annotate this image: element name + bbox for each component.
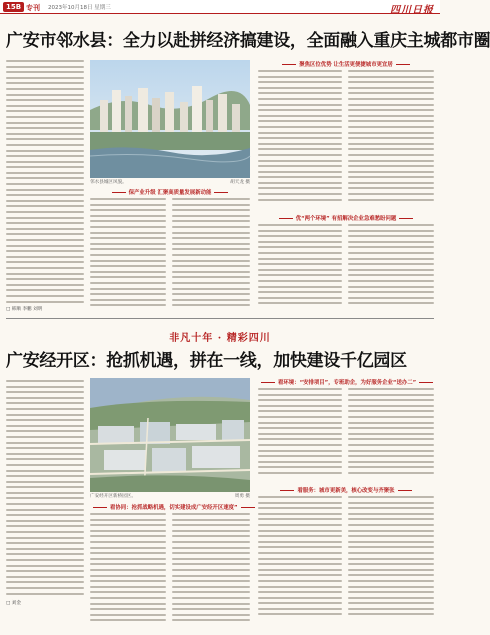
- article2-column-mid-b: [172, 513, 250, 625]
- issue-date: 2023年10月18日 星期三: [48, 5, 111, 11]
- article2-subhead-2: 看协同：抢抓战略机遇，切实建设成广安经开区速度”: [90, 503, 250, 511]
- article2-subhead-3: 看服务：城市更新美，核心改变与齐聚张: [258, 486, 434, 494]
- article2-column-right-b: [348, 388, 434, 480]
- article1-byline: □ 韩顺 李鹏 刘明: [6, 307, 43, 312]
- article2-photo-park: [90, 378, 250, 492]
- caption-credit: 周勇 摄: [234, 494, 250, 499]
- article1-photo-caption: [90, 179, 250, 185]
- article1-column-mid-a: [90, 198, 166, 308]
- page-number-badge: 15B: [3, 2, 24, 12]
- article2-column-right-d: [348, 496, 434, 624]
- article2-lead-column: [6, 380, 84, 598]
- article2-byline: □ 刘金: [6, 601, 21, 606]
- masthead-logo: 四川日报: [390, 5, 434, 16]
- series-banner: [60, 326, 380, 344]
- article2-photo-caption: [90, 493, 250, 499]
- article2-column-mid-a: [90, 513, 166, 625]
- article1-lead-column: [6, 60, 84, 305]
- caption-credit: 胡天龙 摄: [230, 180, 250, 185]
- article2-column-right-a: [258, 388, 342, 480]
- section-divider: [6, 318, 434, 319]
- caption-text: 广安经开区新桥园区。: [90, 494, 136, 499]
- article2-subhead-1: 看环境：“安排项目”，专班助企，为好服务企业“送办二”: [258, 378, 434, 386]
- article1-subhead-1: 聚焦区位优势 让生活更便捷城市更宜居: [258, 60, 434, 68]
- article1-column-mid-b: [172, 198, 250, 308]
- caption-text: 邻水县城区风貌。: [90, 180, 127, 185]
- article1-subhead-3: 优“两个环境” 有招解决企业急难愁盼问题: [258, 214, 434, 222]
- article2-column-right-c: [258, 496, 342, 624]
- article1-column-right-d: [348, 224, 434, 310]
- section-label: 专刊: [26, 4, 40, 12]
- article1-column-right-b: [348, 70, 434, 210]
- page-header-band: [0, 0, 440, 14]
- article2-headline: 广安经开区：抢抓机遇，拼在一线，加快建设千亿园区: [6, 351, 407, 371]
- article1-headline: 广安市邻水县：全力以赴拼经济搞建设，全面融入重庆主城都市圈: [6, 31, 490, 51]
- article1-column-right-c: [258, 224, 342, 310]
- series-banner-text: 非凡十年 · 精彩四川: [169, 333, 271, 344]
- article1-photo-city: [90, 60, 250, 178]
- article1-column-right-a: [258, 70, 342, 210]
- article1-subhead-2: 保产业升级 汇聚高质量发展新动能: [90, 188, 250, 196]
